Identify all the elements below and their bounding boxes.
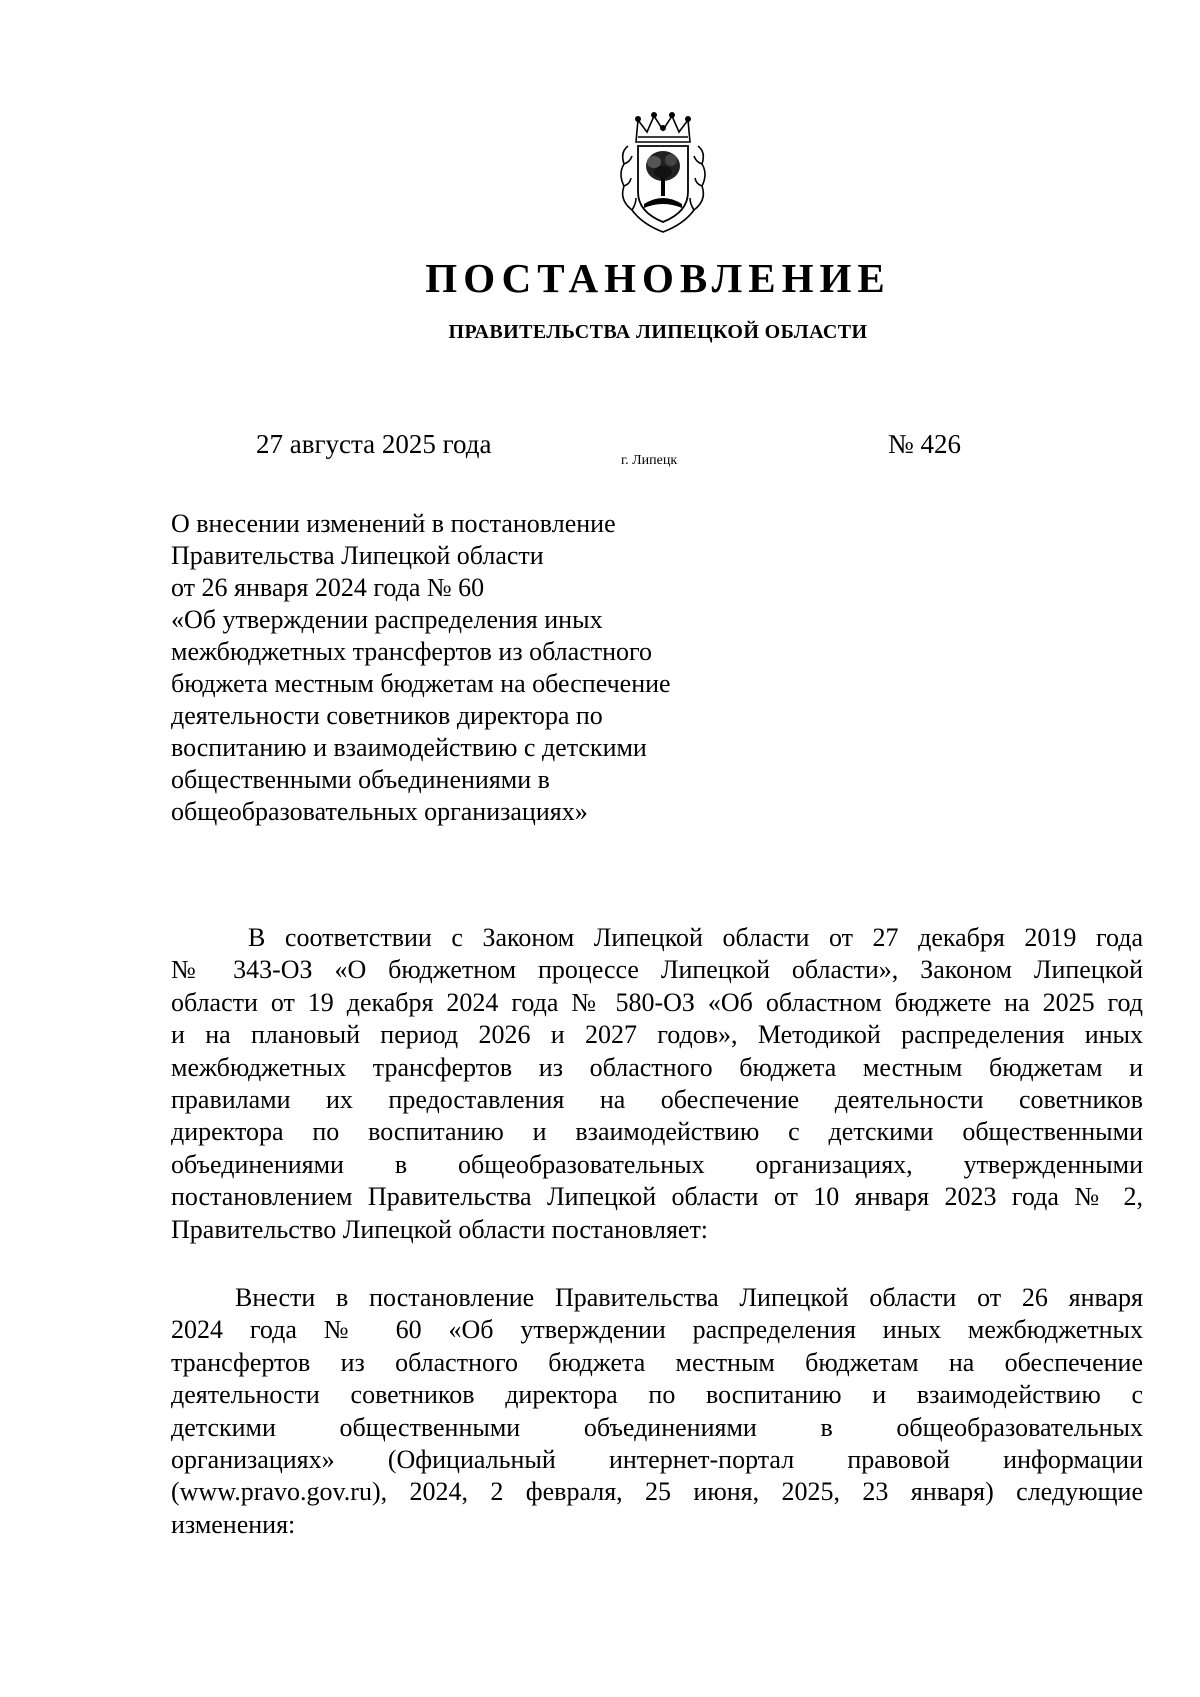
paragraph-line: детскими общественными объединениями в общеобразовательных	[171, 1412, 1143, 1442]
heading-line: «Об утверждении распределения иных	[171, 605, 603, 634]
document-heading	[171, 508, 731, 828]
heading-line: Правительства Липецкой области	[171, 541, 544, 570]
document-city: г. Липецк	[621, 453, 678, 468]
paragraph-line: (www.pravo.gov.ru), 2024, 2 февраля, 25 июня, 2025, 23 января) следующие	[171, 1477, 1143, 1507]
paragraph-line: трансфертов из областного бюджета местным бюджетам на обеспечение	[171, 1347, 1143, 1377]
paragraph-line: Правительство Липецкой области постановляет:	[171, 1214, 709, 1244]
coat-of-arms-icon	[614, 112, 712, 236]
heading-line: бюджета местным бюджетам на обеспечение	[171, 669, 671, 698]
paragraph-line: организациях» (Официальный интернет-портал правовой информации	[171, 1445, 1143, 1475]
document-title: ПОСТАНОВЛЕНИЕ	[425, 255, 891, 301]
paragraph-line: и на плановый период 2026 и 2027 годов», Методикой распределения иных	[171, 1020, 1143, 1050]
heading-line: межбюджетных трансфертов из областного	[171, 637, 653, 666]
paragraph-line: объединениями в общеобразовательных организациях, утвержденными	[171, 1149, 1143, 1179]
paragraph-line: постановлением Правительства Липецкой области от 10 января 2023 года № 2,	[171, 1182, 1143, 1212]
paragraph-line: межбюджетных трансфертов из областного бюджета местным бюджетам и	[171, 1052, 1143, 1082]
paragraph-line: № 343-ОЗ «О бюджетном процессе Липецкой области», Законом Липецкой	[171, 955, 1143, 985]
paragraph-line: области от 19 декабря 2024 года № 580-ОЗ «Об областном бюджете на 2025 год	[171, 987, 1143, 1017]
paragraph-line: деятельности советников директора по воспитанию и взаимодействию с	[171, 1380, 1143, 1410]
document-date: 27 августа 2025 года	[256, 429, 492, 459]
heading-line: воспитанию и взаимодействию с детскими	[171, 733, 647, 762]
heading-line: общественными объединениями в	[171, 765, 550, 794]
paragraph-line: правилами их предоставления на обеспечение деятельности советников	[171, 1085, 1143, 1115]
heading-line: О внесении изменений в постановление	[171, 509, 616, 538]
paragraph-line: Внести в постановление Правительства Липецкой области от 26 января	[235, 1283, 1143, 1312]
paragraph-line: изменения:	[171, 1509, 296, 1539]
paragraph-line: директора по воспитанию и взаимодействию с детскими общественными	[171, 1117, 1143, 1147]
paragraph-line: 2024 года № 60 «Об утверждении распределения иных межбюджетных	[171, 1315, 1143, 1345]
paragraph-line: В соответствии с Законом Липецкой области от 27 декабря 2019 года	[248, 923, 1143, 952]
heading-line: общеобразовательных организациях»	[171, 797, 588, 826]
body-paragraph-amendment	[171, 1282, 1143, 1541]
heading-line: деятельности советников директора по	[171, 701, 603, 730]
document-subtitle: ПРАВИТЕЛЬСТВА ЛИПЕЦКОЙ ОБЛАСТИ	[448, 321, 868, 343]
document-number: № 426	[888, 429, 962, 459]
heading-line: от 26 января 2024 года № 60	[171, 573, 485, 602]
body-paragraph-preamble	[171, 922, 1143, 1246]
